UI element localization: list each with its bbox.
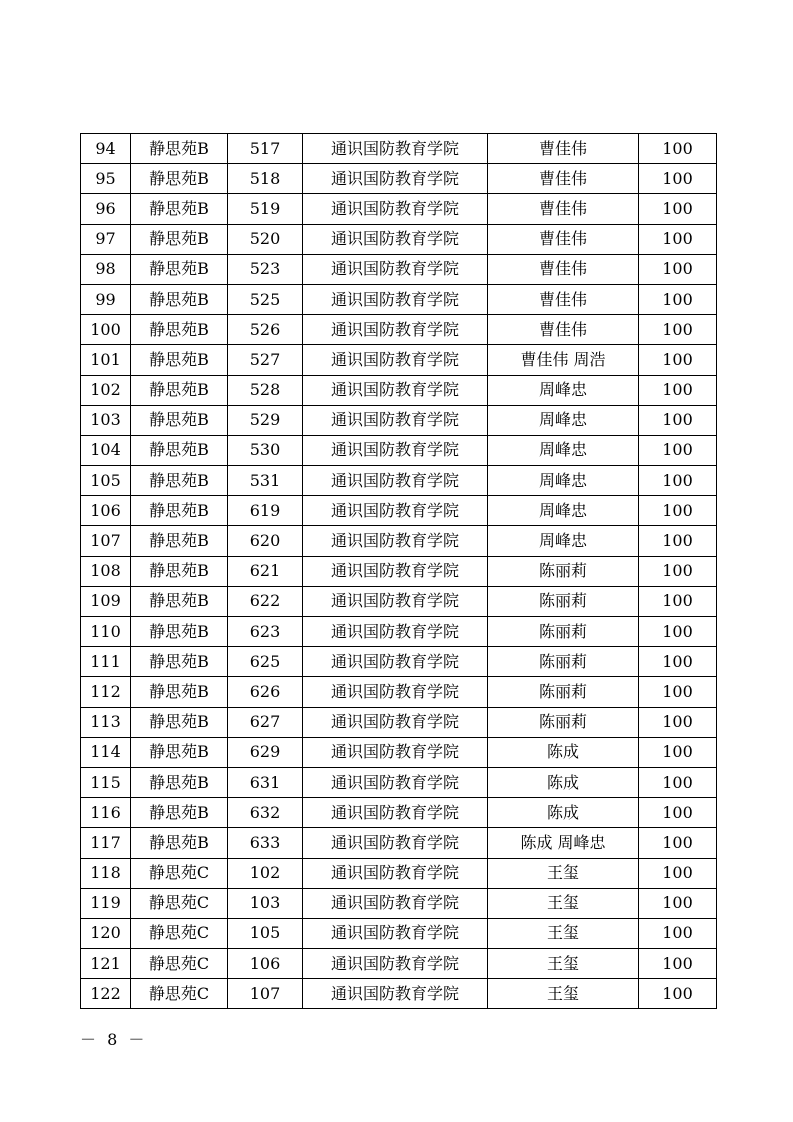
cell-college: 通识国防教育学院 — [303, 134, 488, 164]
cell-building: 静思苑B — [131, 556, 228, 586]
cell-staff-name: 陈成 周峰忠 — [488, 828, 639, 858]
cell-college: 通识国防教育学院 — [303, 164, 488, 194]
cell-room-number: 626 — [228, 677, 303, 707]
cell-staff-name: 曹佳伟 — [488, 254, 639, 284]
cell-room-number: 528 — [228, 375, 303, 405]
cell-college: 通识国防教育学院 — [303, 767, 488, 797]
cell-staff-name: 王玺 — [488, 858, 639, 888]
cell-row-number: 119 — [81, 888, 131, 918]
table-row — [81, 164, 717, 194]
cell-staff-name: 周峰忠 — [488, 405, 639, 435]
cell-building: 静思苑C — [131, 979, 228, 1009]
cell-score: 100 — [639, 315, 717, 345]
cell-building: 静思苑C — [131, 888, 228, 918]
cell-row-number: 122 — [81, 979, 131, 1009]
cell-building: 静思苑B — [131, 164, 228, 194]
cell-building: 静思苑C — [131, 918, 228, 948]
cell-score: 100 — [639, 586, 717, 616]
table-row — [81, 134, 717, 164]
cell-college: 通识国防教育学院 — [303, 556, 488, 586]
cell-score: 100 — [639, 918, 717, 948]
cell-score: 100 — [639, 647, 717, 677]
cell-building: 静思苑B — [131, 647, 228, 677]
cell-staff-name: 周峰忠 — [488, 466, 639, 496]
table-row — [81, 828, 717, 858]
cell-score: 100 — [639, 134, 717, 164]
cell-staff-name: 陈成 — [488, 737, 639, 767]
cell-college: 通识国防教育学院 — [303, 617, 488, 647]
cell-staff-name: 陈丽莉 — [488, 617, 639, 647]
cell-building: 静思苑B — [131, 345, 228, 375]
cell-college: 通识国防教育学院 — [303, 224, 488, 254]
cell-room-number: 627 — [228, 707, 303, 737]
cell-score: 100 — [639, 254, 717, 284]
table-row — [81, 677, 717, 707]
cell-room-number: 527 — [228, 345, 303, 375]
cell-college: 通识国防教育学院 — [303, 647, 488, 677]
table-row — [81, 586, 717, 616]
cell-room-number: 107 — [228, 979, 303, 1009]
cell-room-number: 518 — [228, 164, 303, 194]
cell-staff-name: 周峰忠 — [488, 526, 639, 556]
cell-college: 通识国防教育学院 — [303, 194, 488, 224]
cell-staff-name: 曹佳伟 — [488, 164, 639, 194]
table-row — [81, 767, 717, 797]
cell-score: 100 — [639, 888, 717, 918]
cell-building: 静思苑B — [131, 284, 228, 314]
cell-building: 静思苑B — [131, 737, 228, 767]
cell-room-number: 629 — [228, 737, 303, 767]
cell-college: 通识国防教育学院 — [303, 918, 488, 948]
cell-building: 静思苑C — [131, 858, 228, 888]
page-number: － 8 － — [80, 1030, 148, 1049]
cell-college: 通识国防教育学院 — [303, 707, 488, 737]
cell-building: 静思苑B — [131, 224, 228, 254]
cell-staff-name: 周峰忠 — [488, 375, 639, 405]
cell-score: 100 — [639, 345, 717, 375]
cell-row-number: 100 — [81, 315, 131, 345]
cell-row-number: 110 — [81, 617, 131, 647]
cell-staff-name: 陈丽莉 — [488, 556, 639, 586]
cell-room-number: 529 — [228, 405, 303, 435]
cell-row-number: 106 — [81, 496, 131, 526]
table-row — [81, 949, 717, 979]
cell-row-number: 104 — [81, 435, 131, 465]
cell-staff-name: 陈丽莉 — [488, 647, 639, 677]
cell-room-number: 530 — [228, 435, 303, 465]
cell-staff-name: 曹佳伟 — [488, 224, 639, 254]
cell-building: 静思苑B — [131, 767, 228, 797]
cell-building: 静思苑B — [131, 435, 228, 465]
cell-building: 静思苑C — [131, 949, 228, 979]
cell-staff-name: 陈丽莉 — [488, 707, 639, 737]
cell-college: 通识国防教育学院 — [303, 949, 488, 979]
cell-room-number: 622 — [228, 586, 303, 616]
cell-score: 100 — [639, 707, 717, 737]
cell-staff-name: 曹佳伟 — [488, 284, 639, 314]
table-row — [81, 254, 717, 284]
cell-room-number: 619 — [228, 496, 303, 526]
table-row — [81, 375, 717, 405]
cell-college: 通识国防教育学院 — [303, 496, 488, 526]
cell-room-number: 621 — [228, 556, 303, 586]
cell-room-number: 523 — [228, 254, 303, 284]
table-row — [81, 345, 717, 375]
table-row — [81, 526, 717, 556]
cell-room-number: 102 — [228, 858, 303, 888]
cell-building: 静思苑B — [131, 194, 228, 224]
cell-building: 静思苑B — [131, 828, 228, 858]
table-row — [81, 194, 717, 224]
cell-row-number: 99 — [81, 284, 131, 314]
cell-staff-name: 曹佳伟 — [488, 134, 639, 164]
cell-row-number: 95 — [81, 164, 131, 194]
cell-room-number: 633 — [228, 828, 303, 858]
cell-room-number: 520 — [228, 224, 303, 254]
cell-college: 通识国防教育学院 — [303, 405, 488, 435]
cell-score: 100 — [639, 405, 717, 435]
dormitory-roster-table — [80, 133, 717, 1009]
cell-row-number: 112 — [81, 677, 131, 707]
cell-row-number: 121 — [81, 949, 131, 979]
cell-college: 通识国防教育学院 — [303, 828, 488, 858]
cell-row-number: 98 — [81, 254, 131, 284]
cell-staff-name: 陈丽莉 — [488, 677, 639, 707]
cell-room-number: 531 — [228, 466, 303, 496]
cell-score: 100 — [639, 466, 717, 496]
cell-college: 通识国防教育学院 — [303, 798, 488, 828]
cell-staff-name: 曹佳伟 — [488, 315, 639, 345]
cell-row-number: 109 — [81, 586, 131, 616]
cell-building: 静思苑B — [131, 526, 228, 556]
table-row — [81, 435, 717, 465]
cell-room-number: 625 — [228, 647, 303, 677]
table-row — [81, 466, 717, 496]
table-row — [81, 284, 717, 314]
cell-college: 通识国防教育学院 — [303, 737, 488, 767]
cell-room-number: 620 — [228, 526, 303, 556]
cell-building: 静思苑B — [131, 798, 228, 828]
table-row — [81, 224, 717, 254]
cell-score: 100 — [639, 284, 717, 314]
cell-row-number: 97 — [81, 224, 131, 254]
cell-college: 通识国防教育学院 — [303, 375, 488, 405]
cell-score: 100 — [639, 224, 717, 254]
table-row — [81, 617, 717, 647]
cell-score: 100 — [639, 858, 717, 888]
cell-row-number: 94 — [81, 134, 131, 164]
cell-college: 通识国防教育学院 — [303, 345, 488, 375]
cell-staff-name: 王玺 — [488, 918, 639, 948]
cell-staff-name: 王玺 — [488, 888, 639, 918]
cell-college: 通识国防教育学院 — [303, 677, 488, 707]
cell-score: 100 — [639, 767, 717, 797]
cell-building: 静思苑B — [131, 254, 228, 284]
cell-college: 通识国防教育学院 — [303, 435, 488, 465]
table-row — [81, 888, 717, 918]
cell-row-number: 102 — [81, 375, 131, 405]
cell-staff-name: 陈成 — [488, 767, 639, 797]
cell-score: 100 — [639, 526, 717, 556]
cell-row-number: 114 — [81, 737, 131, 767]
cell-row-number: 108 — [81, 556, 131, 586]
cell-row-number: 115 — [81, 767, 131, 797]
table-row — [81, 979, 717, 1009]
cell-college: 通识国防教育学院 — [303, 254, 488, 284]
cell-room-number: 632 — [228, 798, 303, 828]
cell-row-number: 111 — [81, 647, 131, 677]
cell-score: 100 — [639, 496, 717, 526]
cell-building: 静思苑B — [131, 707, 228, 737]
cell-college: 通识国防教育学院 — [303, 315, 488, 345]
cell-building: 静思苑B — [131, 405, 228, 435]
cell-score: 100 — [639, 798, 717, 828]
cell-college: 通识国防教育学院 — [303, 466, 488, 496]
cell-row-number: 118 — [81, 858, 131, 888]
table-row — [81, 315, 717, 345]
cell-staff-name: 王玺 — [488, 979, 639, 1009]
cell-staff-name: 曹佳伟 周浩 — [488, 345, 639, 375]
cell-score: 100 — [639, 375, 717, 405]
cell-college: 通识国防教育学院 — [303, 586, 488, 616]
cell-score: 100 — [639, 617, 717, 647]
cell-row-number: 101 — [81, 345, 131, 375]
cell-room-number: 103 — [228, 888, 303, 918]
cell-row-number: 116 — [81, 798, 131, 828]
cell-staff-name: 陈丽莉 — [488, 586, 639, 616]
table-row — [81, 405, 717, 435]
cell-staff-name: 王玺 — [488, 949, 639, 979]
cell-college: 通识国防教育学院 — [303, 284, 488, 314]
cell-row-number: 107 — [81, 526, 131, 556]
cell-staff-name: 陈成 — [488, 798, 639, 828]
cell-score: 100 — [639, 979, 717, 1009]
cell-score: 100 — [639, 556, 717, 586]
cell-room-number: 105 — [228, 918, 303, 948]
table-row — [81, 707, 717, 737]
cell-room-number: 526 — [228, 315, 303, 345]
cell-score: 100 — [639, 737, 717, 767]
cell-building: 静思苑B — [131, 496, 228, 526]
cell-row-number: 117 — [81, 828, 131, 858]
cell-score: 100 — [639, 435, 717, 465]
cell-staff-name: 曹佳伟 — [488, 194, 639, 224]
cell-row-number: 103 — [81, 405, 131, 435]
cell-college: 通识国防教育学院 — [303, 888, 488, 918]
cell-staff-name: 周峰忠 — [488, 435, 639, 465]
cell-building: 静思苑B — [131, 466, 228, 496]
table-row — [81, 798, 717, 828]
cell-score: 100 — [639, 164, 717, 194]
table-row — [81, 918, 717, 948]
cell-row-number: 105 — [81, 466, 131, 496]
cell-room-number: 517 — [228, 134, 303, 164]
cell-score: 100 — [639, 828, 717, 858]
cell-score: 100 — [639, 949, 717, 979]
table-row — [81, 858, 717, 888]
cell-building: 静思苑B — [131, 315, 228, 345]
table-row — [81, 737, 717, 767]
table-row — [81, 647, 717, 677]
table-body — [81, 134, 717, 1009]
cell-room-number: 623 — [228, 617, 303, 647]
cell-room-number: 631 — [228, 767, 303, 797]
cell-college: 通识国防教育学院 — [303, 526, 488, 556]
cell-building: 静思苑B — [131, 586, 228, 616]
cell-row-number: 113 — [81, 707, 131, 737]
cell-room-number: 106 — [228, 949, 303, 979]
cell-room-number: 519 — [228, 194, 303, 224]
table-row — [81, 556, 717, 586]
cell-building: 静思苑B — [131, 375, 228, 405]
cell-score: 100 — [639, 194, 717, 224]
cell-college: 通识国防教育学院 — [303, 858, 488, 888]
cell-building: 静思苑B — [131, 677, 228, 707]
cell-staff-name: 周峰忠 — [488, 496, 639, 526]
cell-college: 通识国防教育学院 — [303, 979, 488, 1009]
cell-building: 静思苑B — [131, 617, 228, 647]
cell-row-number: 120 — [81, 918, 131, 948]
cell-score: 100 — [639, 677, 717, 707]
table-row — [81, 496, 717, 526]
cell-row-number: 96 — [81, 194, 131, 224]
cell-room-number: 525 — [228, 284, 303, 314]
cell-building: 静思苑B — [131, 134, 228, 164]
